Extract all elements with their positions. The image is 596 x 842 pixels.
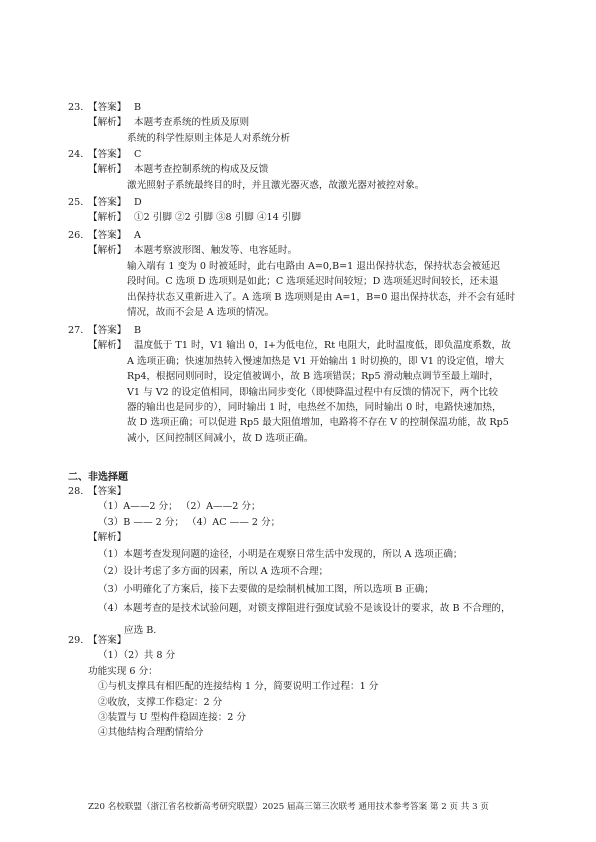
analysis-tag: 【解析】 [88,245,127,257]
answer-tag: 【答案】 [88,102,127,113]
answer-value: A [134,230,141,241]
answer-value: C [134,149,142,160]
analysis-line: （1）本题考查发现问题的途径，小明是在观察日常生活中发现的，所以 A 选项正确； [98,548,463,560]
analysis-line: 减小，区间控制区间减小，故 D 选项正确。 [127,432,314,444]
analysis-tag: 【解析】 [88,340,127,352]
question-number: 29. [68,635,84,646]
score-line: ③装置与 U 型构件稳固连接：2 分 [98,712,247,724]
analysis-tag: 【解析】 [88,212,127,224]
analysis-line: 本题考察波形图、触发等、电容延时。 [134,245,298,257]
question-number: 25. [68,197,84,208]
page-footer: Z20 名校联盟（浙江省名校新高考研究联盟）2025 届高三第三次联考 通用技术参考答案 第 2 页 共 3 页 [88,802,489,812]
question-number: 28. [68,486,84,497]
question-26 [68,228,538,320]
answer-tag: 【答案】 [88,230,127,241]
analysis-line: （4）本题考查的是技术试验问题，对锁支撑阻进行强度试验不是该设计的要求，故 B 不合理的， [98,603,511,615]
score-line: ④其他结构合理酌情给分 [98,727,204,739]
question-number: 27. [68,325,84,336]
analysis-line: 激光照射子系统最终目的时，并且激光器灭惑，故激光器对被控对象。 [127,179,425,191]
answer-line: （3）B —— 2 分； （4）AC —— 2 分； [98,516,281,528]
answer-tag: 【答案】 [88,149,127,160]
section-title: 二、非选择题 [68,472,128,483]
question-28 [68,484,538,642]
analysis-line: （2）设计考虑了多方面的因素，所以 A 选项不合理； [98,566,329,578]
analysis-line: 输入端有 1 变为 0 时被延时，此右电路由 A=0,B=1 退出保持状态，保持状态会被延迟 [127,260,501,272]
analysis-line: V1 与 V2 的设定值相同，即输出同步变化（即使降温过程中有反馈的情况下，两个比较 [127,386,498,398]
answer-tag: 【答案】 [88,197,127,208]
analysis-line: Rp4，根据同则同时，设定值被调小，故 B 选项错误；Rp5 滑动触点调节至最上端时， [127,371,499,383]
analysis-line: A 选项正确；快速加热转入慢速加热是 V1 开始输出 1 时切换的，即 V1 的设定值，增大 [127,355,505,367]
answer-value: B [134,325,142,336]
analysis-line: 本题考查系统的性质及原则 [134,117,250,129]
question-23 [68,100,538,146]
answer-tag: 【答案】 [88,635,127,646]
analysis-line: （3）小明確化了方案后，接下去要做的是绘制机械加工图，所以选项 B 正确； [98,583,434,595]
analysis-line: 情况，故而不会是 A 选项的情况。 [127,307,275,319]
answer-line: （1）（2）共 8 分 [98,650,176,662]
answer-value: D [134,197,142,208]
answer-tag: 【答案】 [88,486,127,497]
question-number: 23. [68,102,84,113]
question-27 [68,323,538,446]
answer-line: 功能实现 6 分： [88,665,158,677]
question-29 [68,633,538,741]
analysis-tag: 【解析】 [88,164,127,176]
question-number: 26. [68,230,84,241]
question-number: 24. [68,149,84,160]
analysis-line: 出保持状态又重新进入了。A 选项 B 选项则是由 A=1，B=0 退出保持状态，并不会有延时 [127,291,516,303]
analysis-line: 器的输出也是同步的），同时输出 1 时，电热丝不加热，同时输出 0 时，电路快速加热， [127,402,502,414]
score-line: ①与机支撑具有相匹配的连接结构 1 分，简要说明工作过程：1 分 [98,681,379,693]
analysis-line: 应选 B. [124,625,157,637]
score-line: ②收放，支撑工作稳定：2 分 [98,696,223,708]
analysis-line: 系统的科学性原则主体是人对系统分析 [127,132,291,144]
analysis-line: 本题考查控制系统的构成及反馈 [134,164,269,176]
question-25 [68,195,538,226]
analysis-line: 段时间。C 选项 D 选项则是如此；C 选项延迟时间较短；D 选项延迟时间较长，还未退 [127,276,499,288]
analysis-tag: 【解析】 [88,117,127,129]
analysis-line: ①2 引脚 ②2 引脚 ③8 引脚 ④14 引脚 [134,212,301,224]
answer-tag: 【答案】 [88,325,127,336]
question-24 [68,147,538,193]
answer-line: （1）A——2 分； （2）A——2 分； [98,501,261,513]
analysis-tag: 【解析】 [88,532,127,544]
answer-value: B [134,102,142,113]
analysis-line: 故 D 选项正确；可以促进 Rp5 最大阻值增加，电路将不存在 V 的控制保温功能，故 Rp5 [127,417,509,429]
analysis-line: 温度低于 T1 时，V1 输出 0，Ⅰ+为低电位，Rt 电阻大，此时温度低，即负温度系数，故 [134,340,511,352]
